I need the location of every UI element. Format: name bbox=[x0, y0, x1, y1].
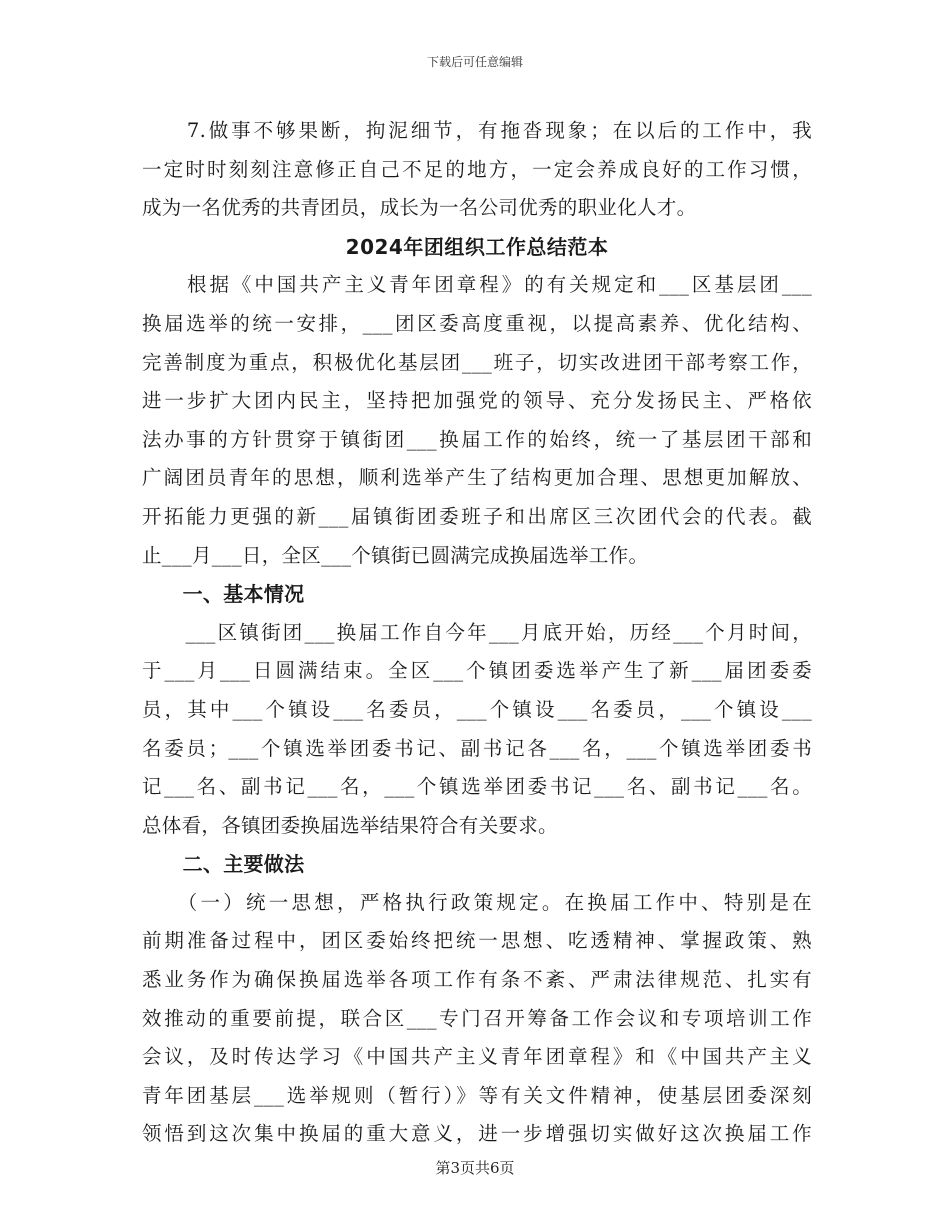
page-footer: 第3页共6页 bbox=[435, 1159, 515, 1177]
text-line: ___区镇街团___换届工作自今年___月底开始，历经___个月时间， bbox=[142, 620, 812, 644]
section-heading: 二、主要做法 bbox=[142, 852, 305, 877]
text-line: 一定时时刻刻注意修正自己不足的地方，一定会养成良好的工作习惯， bbox=[142, 157, 812, 181]
text-line: 总体看，各镇团委换届选举结果符合有关要求。 bbox=[142, 813, 558, 837]
text-line: 效推动的重要前提，联合区___专门召开筹备工作会议和专项培训工作 bbox=[142, 1006, 812, 1030]
text-line: 员，其中___个镇设___名委员，___个镇设___名委员，___个镇设___ bbox=[142, 697, 812, 721]
text-line: 广阔团员青年的思想，顺利选举产生了结构更加合理、思想更加解放、 bbox=[142, 466, 812, 490]
document-body bbox=[142, 112, 812, 1154]
text-line: 前期准备过程中，团区委始终把统一思想、吃透精神、掌握政策、熟 bbox=[142, 929, 812, 953]
text-line: 于___月___日圆满结束。全区___个镇团委选举产生了新___届团委委 bbox=[142, 659, 812, 683]
text-line: 开拓能力更强的新___届镇街团委班子和出席区三次团代会的代表。截 bbox=[142, 504, 812, 528]
text-line: 根据《中国共产主义青年团章程》的有关规定和___区基层团___ bbox=[142, 273, 812, 297]
text-line: 换届选举的统一安排，___团区委高度重视，以提高素养、优化结构、 bbox=[142, 311, 812, 335]
text-line: 记___名、副书记___名，___个镇选举团委书记___名、副书记___名。 bbox=[142, 775, 812, 799]
text-line: 7.做事不够果断，拘泥细节，有拖沓现象；在以后的工作中，我 bbox=[142, 119, 812, 142]
text-line: 会议，及时传达学习《中国共产主义青年团章程》和《中国共产主义 bbox=[142, 1045, 812, 1069]
text-line: （一）统一思想，严格执行政策规定。在换届工作中、特别是在 bbox=[142, 890, 812, 914]
text-line: 名委员；___个镇选举团委书记、副书记各___名，___个镇选举团委书 bbox=[142, 736, 812, 760]
text-line: 进一步扩大团内民主，坚持把加强党的领导、充分发扬民主、严格依 bbox=[142, 389, 812, 413]
section-heading: 一、基本情况 bbox=[142, 582, 305, 607]
text-line: 成为一名优秀的共青团员，成长为一名公司优秀的职业化人才。 bbox=[142, 196, 697, 220]
text-line: 完善制度为重点，积极优化基层团___班子，切实改进团干部考察工作， bbox=[142, 350, 812, 374]
text-line: 止___月___日，全区___个镇街已圆满完成换届选举工作。 bbox=[142, 543, 649, 567]
text-line: 领悟到这次集中换届的重大意义，进一步增强切实做好这次换届工作 bbox=[142, 1122, 812, 1146]
page-header: 下载后可任意编辑 bbox=[426, 55, 523, 69]
text-line: 悉业务作为确保换届选举各项工作有条不紊、严肃法律规范、扎实有 bbox=[142, 968, 812, 992]
text-line: 青年团基层___选举规则（暂行）》等有关文件精神，使基层团委深刻 bbox=[142, 1083, 812, 1107]
text-line: 法办事的方针贯穿于镇街团___换届工作的始终，统一了基层团干部和 bbox=[142, 427, 812, 451]
document-title: 2024年团组织工作总结范本 bbox=[345, 234, 609, 259]
